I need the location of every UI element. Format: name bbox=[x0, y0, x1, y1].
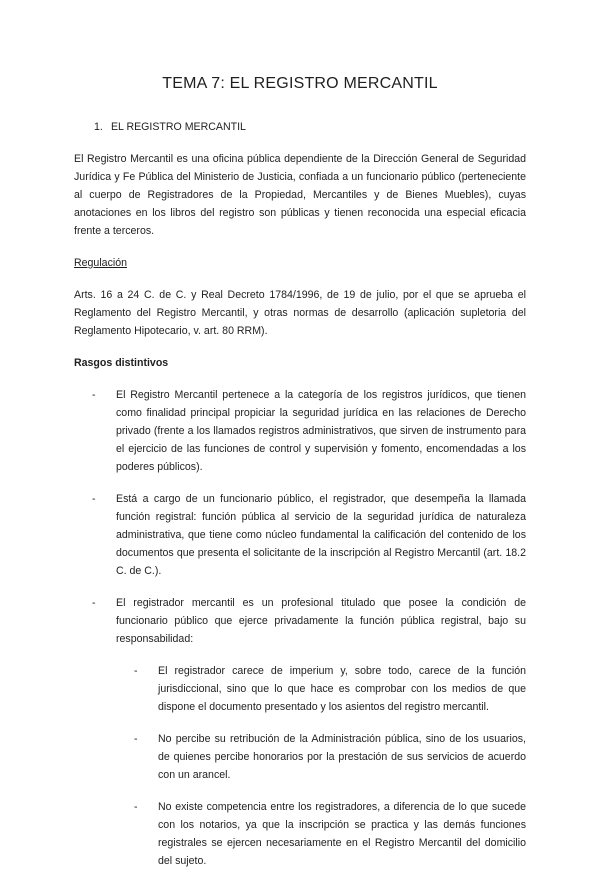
bullet-dash: - bbox=[92, 493, 96, 505]
list-item bbox=[74, 594, 526, 870]
bullet-dash: - bbox=[134, 801, 138, 813]
section-heading-text: EL REGISTRO MERCANTIL bbox=[110, 121, 246, 133]
bullet-dash: - bbox=[134, 665, 138, 677]
bullet-dash: - bbox=[92, 597, 96, 609]
regulacion-heading: Regulación bbox=[74, 257, 128, 269]
section-heading bbox=[94, 118, 526, 136]
sub-list-item bbox=[134, 798, 526, 870]
document-body bbox=[74, 118, 526, 884]
sub-list-item bbox=[134, 662, 526, 716]
sub-list-item-text: No percibe su retribución de la Administración pública, sino de los usuarios, de quienes percibe honorarios por la prestación de sus servicios de acuerdo con un arancel. bbox=[158, 733, 526, 781]
sub-list-item-text: No existe competencia entre los registradores, a diferencia de lo que sucede con los notarios, ya que la inscripción se practica y las demás funciones registrales se ejercen necesariamente en el Registro Mercantil del domicilio del sujeto. bbox=[158, 801, 526, 867]
list-item-text: El Registro Mercantil pertenece a la categoría de los registros jurídicos, que tienen como finalidad principal propiciar la seguridad jurídica en las relaciones de Derecho privado (frente a los llamados registros administrativos, que sirven de instrumento para el ejercicio de las funciones de control y supervisión y fomento, encomendadas a los poderes públicos). bbox=[116, 389, 526, 473]
regulacion-paragraph: Arts. 16 a 24 C. de C. y Real Decreto 1784/1996, de 19 de julio, por el que se aprueba el Reglamento del Registro Mercantil, y otras normas de desarrollo (aplicación supletoria del Reglamento Hipotecario, v. art. 80 RRM). bbox=[74, 289, 526, 337]
rasgos-list bbox=[74, 386, 526, 870]
sub-rasgos-list bbox=[134, 662, 526, 870]
bullet-dash: - bbox=[92, 389, 96, 401]
list-item-text: Está a cargo de un funcionario público, el registrador, que desempeña la llamada función registral: función pública al servicio de la seguridad jurídica de naturaleza administrativa, que tiene como núcleo fundamental la calificación del contenido de los documentos que presenta el solicitante de la inscripción al Registro Mercantil (art. 18.2 C. de C.). bbox=[116, 493, 526, 577]
sub-list-item bbox=[134, 730, 526, 784]
page-title: TEMA 7: EL REGISTRO MERCANTIL bbox=[162, 75, 438, 92]
bullet-dash: - bbox=[134, 733, 138, 745]
intro-paragraph: El Registro Mercantil es una oficina pública dependiente de la Dirección General de Seguridad Jurídica y Fe Pública del Ministerio de Justicia, confiada a un funcionario público (perteneciente al cuerpo de Registradores de la Propiedad, Mercantiles y de Bienes Muebles), cuyas anotaciones en los libros del registro son públicas y tienen reconocida una especial eficacia frente a terceros. bbox=[74, 153, 526, 237]
list-item bbox=[74, 386, 526, 476]
list-item bbox=[74, 490, 526, 580]
section-number: 1. bbox=[94, 121, 103, 133]
rasgos-heading: Rasgos distintivos bbox=[74, 357, 169, 369]
list-item-text: El registrador mercantil es un profesional titulado que posee la condición de funcionario público que ejerce privadamente la función pública registral, bajo su responsabilidad: bbox=[116, 597, 526, 645]
sub-list-item-text: El registrador carece de imperium y, sobre todo, carece de la función jurisdiccional, sino que lo que hace es comprobar con los medios de que dispone el documento presentado y los asientos del registro mercantil. bbox=[158, 665, 526, 713]
